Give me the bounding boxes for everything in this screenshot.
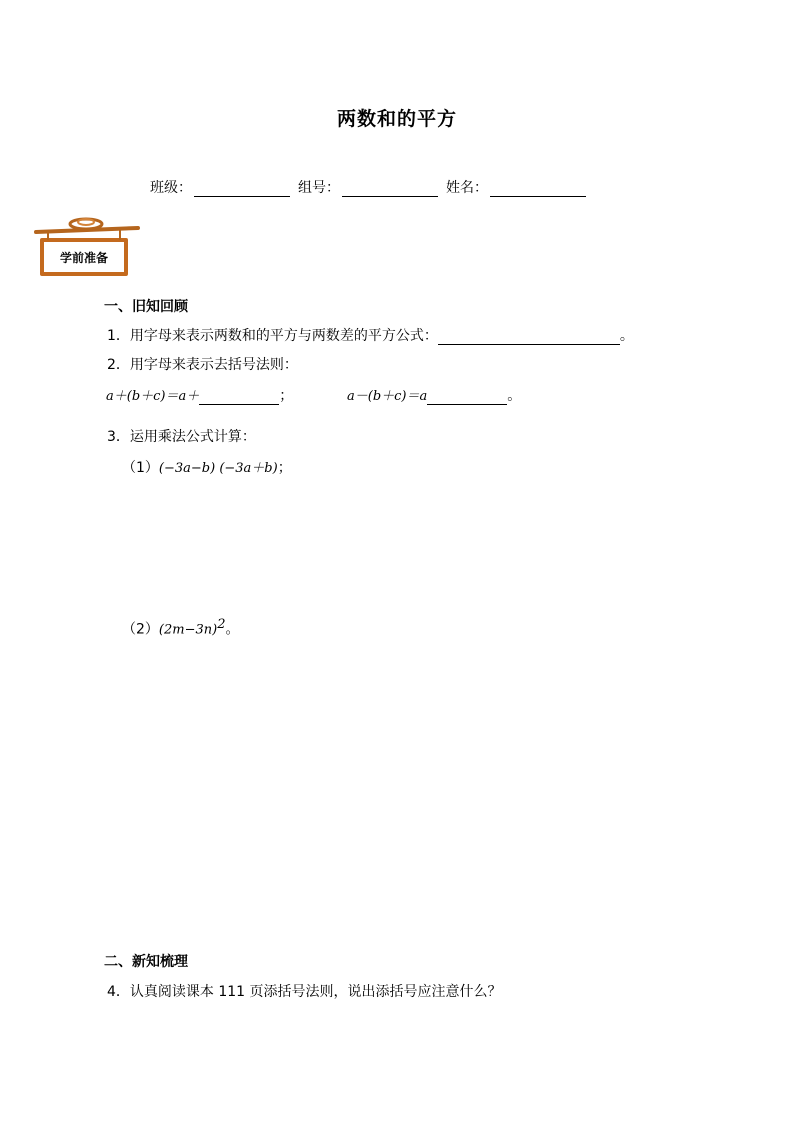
question-1: 1．用字母来表示两数和的平方与两数差的平方公式： 。 [107, 328, 634, 344]
q3-2-expression: (2m−3n) [158, 622, 218, 638]
group-blank[interactable] [342, 182, 438, 197]
name-blank[interactable] [490, 182, 586, 197]
q3-2-exponent: 2 [217, 617, 226, 632]
student-info-row [150, 177, 594, 197]
class-label: 班级： [150, 180, 192, 196]
hanging-rod-icon [34, 214, 140, 248]
question-3-2: $(2)(2m-3n)^2$。 [122, 617, 240, 638]
class-blank[interactable] [194, 182, 290, 197]
eq1-answer-blank[interactable] [199, 389, 279, 405]
question-3-1: （1）(−3a−b) (−3a＋b)； [122, 460, 292, 476]
q1-answer-blank[interactable] [438, 329, 620, 345]
section-heading-new: 二、新知梳理 [104, 954, 188, 970]
equation-1: a＋(b＋c)＝a＋ ； [106, 388, 294, 404]
eq2-answer-blank[interactable] [427, 389, 507, 405]
equation-2: a－(b＋c)＝a 。 [347, 388, 522, 404]
question-2: 2．用字母来表示去括号法则： [107, 357, 298, 373]
badge-label: 学前准备 [59, 250, 108, 265]
section-badge [34, 214, 140, 280]
page-title: 两数和的平方 [336, 108, 457, 130]
q3-1-expression: (−3a−b) (−3a＋b) [158, 461, 278, 476]
question-3: 3．运用乘法公式计算： [107, 429, 256, 445]
name-label: 姓名： [446, 180, 488, 196]
question-4: 4．认真阅读课本 111 页添括号法则，说出添括号应注意什么？ [107, 984, 502, 1000]
section-heading-review: 一、旧知回顾 [104, 299, 188, 315]
group-label: 组号： [298, 180, 340, 196]
